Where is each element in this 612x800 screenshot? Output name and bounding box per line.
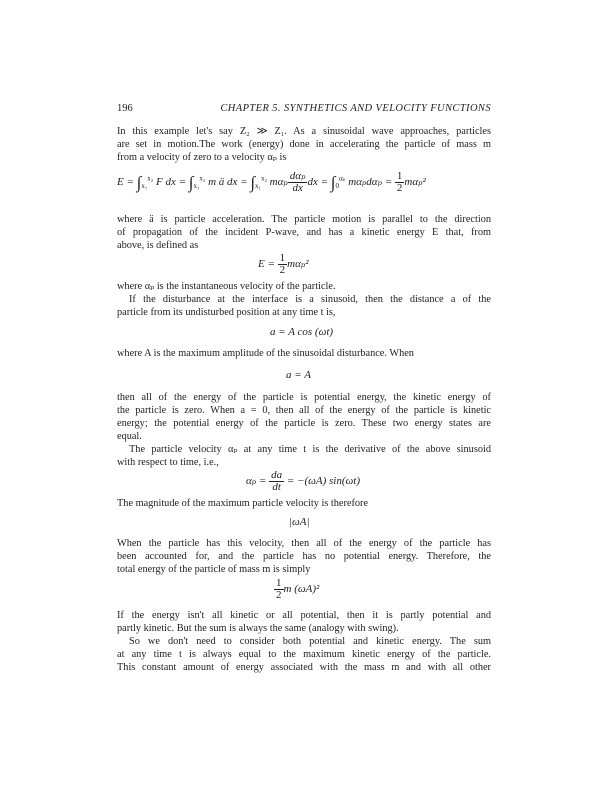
fraction xyxy=(395,171,405,194)
text-line: above, is defined as xyxy=(117,240,199,251)
kinetic-energy-equation xyxy=(258,253,309,276)
displacement-equation: a = A cos (ωt) xyxy=(270,326,334,338)
eq-lhs: αₚ = xyxy=(246,475,267,488)
result: mαₚ² xyxy=(404,176,426,189)
fraction xyxy=(274,578,284,601)
text-line: When the particle has this velocity, then all of the energy of the particle has xyxy=(117,538,491,549)
text-line: particle from its undisturbed position at any time t is, xyxy=(117,307,336,318)
upper-limit: x₂ xyxy=(199,174,206,183)
lower-limit: x₁ xyxy=(255,182,261,191)
text-line: So we don't need to consider both potential and kinetic energy. The sum xyxy=(129,636,491,647)
text-line: If the energy isn't all kinetic or all potential, then it is partly potential and xyxy=(117,610,491,621)
text-line: The particle velocity αₚ at any time t is the derivative of the above sinusoid xyxy=(129,444,491,455)
text-line: at any time t is always equal to the maximum kinetic energy of the particle. xyxy=(117,649,491,660)
integrand: m ä dx = xyxy=(208,176,248,189)
numerator: 1 xyxy=(276,577,282,589)
max-condition-equation: a = A xyxy=(286,369,311,381)
numerator: dαₚ xyxy=(289,170,306,182)
integrand: mαₚ xyxy=(269,176,288,189)
text-line: The magnitude of the maximum particle velocity is therefore xyxy=(117,498,369,509)
eq-rhs: = −(ωA) sin(ωt) xyxy=(286,475,361,488)
eq-rhs: m (ωA)² xyxy=(283,583,320,596)
text-line: total energy of the particle of mass m is simply xyxy=(117,564,311,575)
fraction xyxy=(288,171,308,194)
text-line: the particle is zero. When a = 0, then all of the energy of the particle is kinetic xyxy=(117,405,491,416)
work-equation xyxy=(117,171,426,194)
integrand: mαₚdαₚ = xyxy=(348,176,393,189)
lower-limit: 0 xyxy=(335,182,339,191)
upper-limit: x₂ xyxy=(260,174,267,183)
numerator: 1 xyxy=(396,170,403,182)
text-line: equal. xyxy=(117,431,142,442)
integrand: F dx = xyxy=(155,176,187,189)
page-number: 196 xyxy=(117,103,133,114)
upper-limit: x₂ xyxy=(147,174,154,183)
lower-limit: x₁ xyxy=(141,182,148,191)
numerator: da xyxy=(271,469,283,481)
text-line: been accounted for, and the particle has no potential energy. Therefore, the xyxy=(117,551,491,562)
text-line: with respect to time, i.e., xyxy=(117,457,219,468)
denominator: dt xyxy=(272,481,281,493)
velocity-equation xyxy=(246,470,360,493)
integral-sign: ∫ xyxy=(188,173,194,193)
denominator: dx xyxy=(292,182,303,194)
eq-lhs: E = xyxy=(117,176,134,189)
fraction xyxy=(278,253,288,276)
integral-sign: ∫ xyxy=(330,173,336,193)
denominator: 2 xyxy=(276,589,282,601)
text-line: This constant amount of energy associated with the mass m and with all other xyxy=(117,662,491,673)
text-line: where A is the maximum amplitude of the sinusoidal disturbance. When xyxy=(117,348,414,359)
total-energy-expression xyxy=(274,578,319,601)
text-line: are set in motion.The work (energy) done in accelerating the particle of mass m xyxy=(117,139,491,150)
numerator: 1 xyxy=(279,252,286,264)
magnitude-expression: |ωA| xyxy=(289,516,310,528)
chapter-header: CHAPTER 5. SYNTHETICS AND VELOCITY FUNCTIONS xyxy=(220,103,491,114)
denominator: 2 xyxy=(396,182,403,194)
text-line: If the disturbance at the interface is a sinusoid, then the distance a of the xyxy=(129,294,491,305)
integrand: dx = xyxy=(307,176,329,189)
denominator: 2 xyxy=(279,264,286,276)
text-line: partly kinetic. But the sum is always the same (analogy with swing). xyxy=(117,623,399,634)
integral-sign: ∫ xyxy=(136,173,142,193)
integral-sign: ∫ xyxy=(250,173,256,193)
text-line: of propagation of the incident P-wave, and has a kinetic energy E that, from xyxy=(117,227,491,238)
upper-limit: αₚ xyxy=(338,174,346,183)
fraction xyxy=(269,470,284,493)
text-line: where αₚ is the instantaneous velocity of the particle. xyxy=(117,281,336,292)
eq-rhs: mαₚ² xyxy=(287,258,309,271)
eq-lhs: E = xyxy=(258,258,275,271)
lower-limit: x₁ xyxy=(193,182,200,191)
text-line: from a velocity of zero to a velocity αₚ is xyxy=(117,152,287,163)
text-line: In this example let's say Z₂ ≫ Z₁. As a sinusoidal wave approaches, particles xyxy=(117,126,491,137)
text-line: then all of the energy of the particle is potential energy, the kinetic energy of xyxy=(117,392,491,403)
text-line: energy; the potential energy of the particle is zero. These two energy states are xyxy=(117,418,491,429)
text-line: where ä is particle acceleration. The particle motion is parallel to the direction xyxy=(117,214,491,225)
